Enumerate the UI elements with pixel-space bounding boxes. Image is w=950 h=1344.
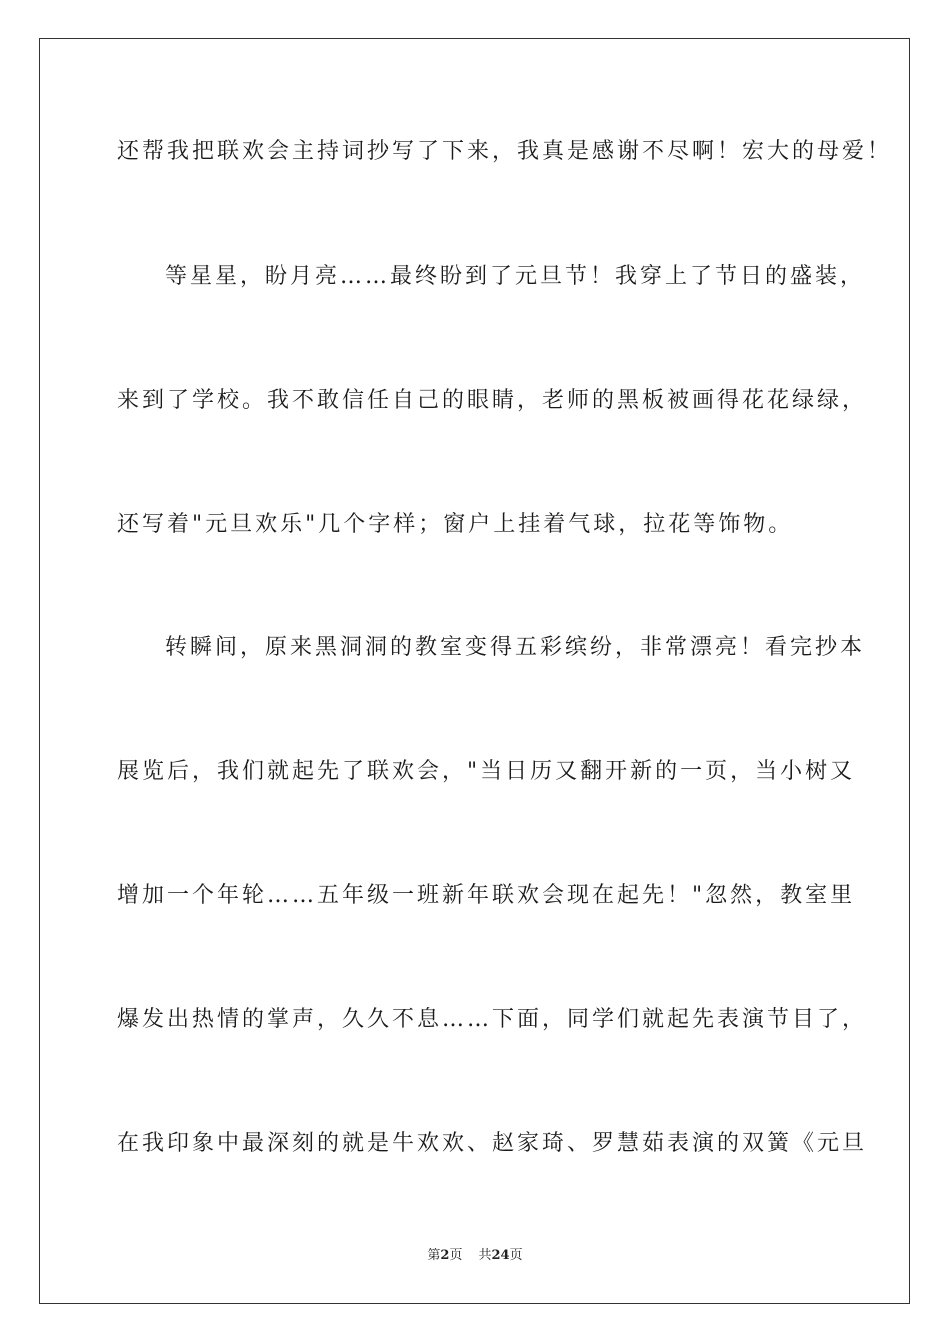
total-pages: 24 <box>491 1248 510 1263</box>
page-suffix: 页 <box>449 1248 463 1263</box>
text-line-9: 在我印象中最深刻的就是牛欢欢、赵家琦、罗慧茹表演的双簧《元旦 <box>117 1131 868 1156</box>
total-prefix: 共 <box>478 1248 492 1263</box>
text-line-6: 展览后，我们就起先了联欢会，"当日历又翻开新的一页，当小树又 <box>117 759 856 784</box>
total-suffix: 页 <box>509 1248 523 1263</box>
page-footer <box>0 1247 950 1265</box>
text-line-8: 爆发出热情的掌声，久久不息……下面，同学们就起先表演节目了， <box>117 1007 868 1032</box>
text-line-4: 还写着"元旦欢乐"几个字样；窗户上挂着气球，拉花等饰物。 <box>117 512 794 537</box>
text-line-5: 转瞬间，原来黑洞洞的教室变得五彩缤纷，非常漂亮！看完抄本 <box>165 635 866 660</box>
text-line-2: 等星星，盼月亮……最终盼到了元旦节！我穿上了节日的盛装， <box>165 264 866 289</box>
text-line-1: 还帮我把联欢会主持词抄写了下来，我真是感谢不尽啊！宏大的母爱！ <box>117 139 893 164</box>
page-border <box>39 38 910 1304</box>
text-line-7: 增加一个年轮……五年级一班新年联欢会现在起先！"忽然，教室里 <box>117 883 856 908</box>
page-number: 2 <box>440 1248 450 1263</box>
page-prefix: 第 <box>427 1248 441 1263</box>
text-line-3: 来到了学校。我不敢信任自己的眼睛，老师的黑板被画得花花绿绿， <box>117 388 868 413</box>
